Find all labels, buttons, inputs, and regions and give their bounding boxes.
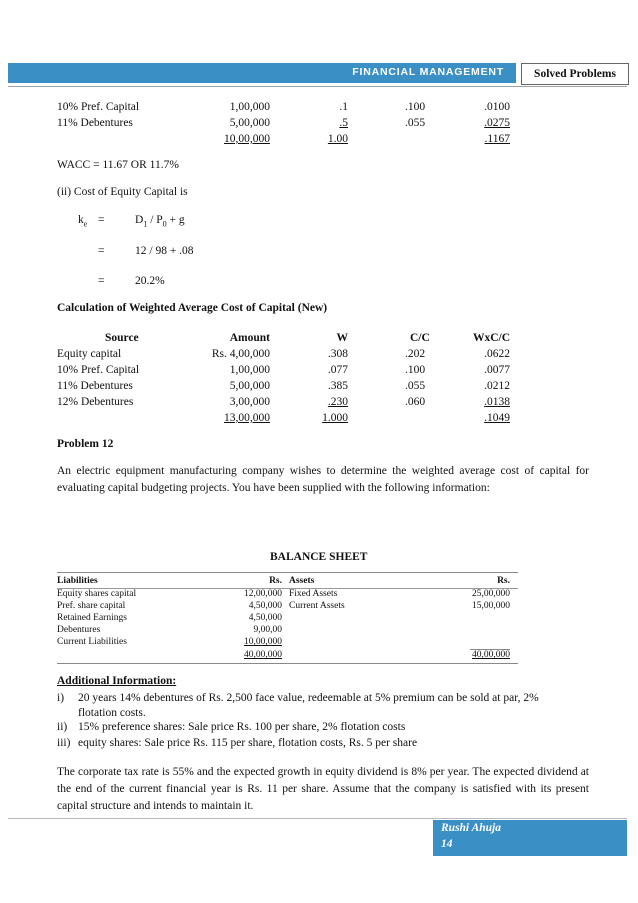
header-title: FINANCIAL MANAGEMENT xyxy=(352,66,504,78)
row-product: .0212 xyxy=(484,380,510,392)
row-product: .0138 xyxy=(484,396,510,408)
row-weight: .1 xyxy=(339,101,348,113)
bs-top-rule xyxy=(57,572,518,573)
bs-asset-amount: 15,00,000 xyxy=(472,601,510,611)
bs-head-assets: Assets xyxy=(289,576,315,586)
row-cost: .055 xyxy=(405,117,426,129)
bs-liability-amount: 4,50,000 xyxy=(248,601,282,611)
equals-sign: = xyxy=(98,275,105,287)
row-cost: .202 xyxy=(405,348,426,360)
bs-asset-name: Current Assets xyxy=(289,601,345,611)
item-number: iii) xyxy=(57,737,71,749)
bs-head-liabilities: Liabilities xyxy=(57,576,98,586)
item-number: ii) xyxy=(57,721,68,733)
row-amount: Rs. 4,00,000 xyxy=(211,348,270,360)
row-cost: .060 xyxy=(405,396,426,408)
bs-liability-amount: 4,50,000 xyxy=(248,613,282,623)
ke-result: 20.2% xyxy=(135,275,165,287)
row-weight: .077 xyxy=(327,364,348,376)
row-source: 10% Pref. Capital xyxy=(57,101,140,113)
total-amount: 13,00,000 xyxy=(224,412,270,424)
row-weight: .5 xyxy=(339,117,348,129)
item-text: equity shares: Sale price Rs. 115 per share, flotation costs, Rs. 5 per share xyxy=(78,737,418,749)
bs-liability-name: Pref. share capital xyxy=(57,601,126,611)
section-label-box xyxy=(521,63,629,85)
total-amount: 10,00,000 xyxy=(224,133,270,145)
problem-text: An electric equipment manufacturing company wishes to determine the weighted average cost of capital for evaluating capital budgeting projects. You have been supplied with the following information: xyxy=(57,465,589,494)
footer-author: Rushi Ahuja xyxy=(441,822,501,834)
bs-total-assets: 40,00,000 xyxy=(472,650,510,660)
col-source: Source xyxy=(105,332,139,344)
bs-asset-name: Fixed Assets xyxy=(289,589,338,599)
row-amount: 1,00,000 xyxy=(229,364,270,376)
closing-paragraph: The corporate tax rate is 55% and the expected growth in equity dividend is 8% per year. The expected dividend at the end of the current financial year is Rs. 11 per share. Assume that the company is satisfied with its present capital structure and intends to maintain it. xyxy=(57,766,589,812)
problem-title: Problem 12 xyxy=(57,438,114,450)
balance-sheet-title: BALANCE SHEET xyxy=(270,551,368,563)
item-text-cont: flotation costs. xyxy=(78,707,146,719)
new-wacc-title: Calculation of Weighted Average Cost of Capital (New) xyxy=(57,302,328,314)
row-source: 10% Pref. Capital xyxy=(57,364,140,376)
row-source: 11% Debentures xyxy=(57,117,133,129)
bs-liability-name: Equity shares capital xyxy=(57,589,137,599)
row-source: 11% Debentures xyxy=(57,380,133,392)
row-source: Equity capital xyxy=(57,348,122,360)
row-cost: .100 xyxy=(405,101,426,113)
bs-asset-amount: 25,00,000 xyxy=(472,589,510,599)
col-product: WxC/C xyxy=(472,332,510,344)
equals-sign: = xyxy=(98,245,105,257)
page-number: 14 xyxy=(441,838,453,850)
equals-sign: = xyxy=(98,214,105,226)
bs-head-rs: Rs. xyxy=(497,576,510,586)
bs-liability-name: Debentures xyxy=(57,625,101,635)
ke-symbol: $k_e$ xyxy=(78,214,88,229)
total-weight: 1.00 xyxy=(327,133,348,145)
row-amount: 5,00,000 xyxy=(229,117,270,129)
col-amount: Amount xyxy=(229,332,270,344)
bs-total-liabilities: 40,00,000 xyxy=(244,650,282,660)
header-bar xyxy=(8,63,516,83)
bs-liability-name: Current Liabilities xyxy=(57,637,127,647)
bs-liability-amount: 9,00,00 xyxy=(253,625,282,635)
wacc-result: WACC = 11.67 OR 11.7% xyxy=(57,159,179,171)
ke-formula: $D_1 / P_0 + g$ xyxy=(135,214,185,229)
section-label: Solved Problems xyxy=(534,68,616,80)
total-product: .1049 xyxy=(484,412,510,424)
header-rule xyxy=(8,86,627,87)
item-text: 15% preference shares: Sale price Rs. 100 per share, 2% flotation costs xyxy=(78,721,406,733)
total-product: .1167 xyxy=(484,133,510,145)
row-product: .0275 xyxy=(484,117,510,129)
row-product: .0622 xyxy=(484,348,510,360)
col-weight: W xyxy=(336,332,348,344)
bs-bottom-rule xyxy=(57,663,518,664)
row-weight: .385 xyxy=(327,380,348,392)
row-product: .0100 xyxy=(484,101,510,113)
ke-substitution: 12 / 98 + .08 xyxy=(135,245,194,257)
total-weight: 1.000 xyxy=(322,412,348,424)
footer-box xyxy=(433,820,627,856)
row-cost: .100 xyxy=(405,364,426,376)
item-number: i) xyxy=(57,692,65,704)
row-source: 12% Debentures xyxy=(57,396,134,408)
item-text: 20 years 14% debentures of Rs. 2,500 face value, redeemable at 5% premium can be sold at par, 2% xyxy=(78,692,539,704)
row-weight: .308 xyxy=(327,348,348,360)
col-cost: C/C xyxy=(410,332,430,344)
bs-liability-name: Retained Earnings xyxy=(57,613,127,623)
cost-equity-heading: (ii) Cost of Equity Capital is xyxy=(57,186,188,198)
additional-title: Additional Information: xyxy=(57,675,177,687)
footer-rule xyxy=(8,818,627,819)
row-weight: .230 xyxy=(327,396,348,408)
bs-liability-amount: 12,00,000 xyxy=(244,589,282,599)
row-product: .0077 xyxy=(484,364,510,376)
bs-liability-amount: 10,00,000 xyxy=(244,637,282,647)
row-cost: .055 xyxy=(405,380,426,392)
row-amount: 5,00,000 xyxy=(229,380,270,392)
bs-head-rs: Rs. xyxy=(269,576,282,586)
row-amount: 1,00,000 xyxy=(229,101,270,113)
row-amount: 3,00,000 xyxy=(229,396,270,408)
